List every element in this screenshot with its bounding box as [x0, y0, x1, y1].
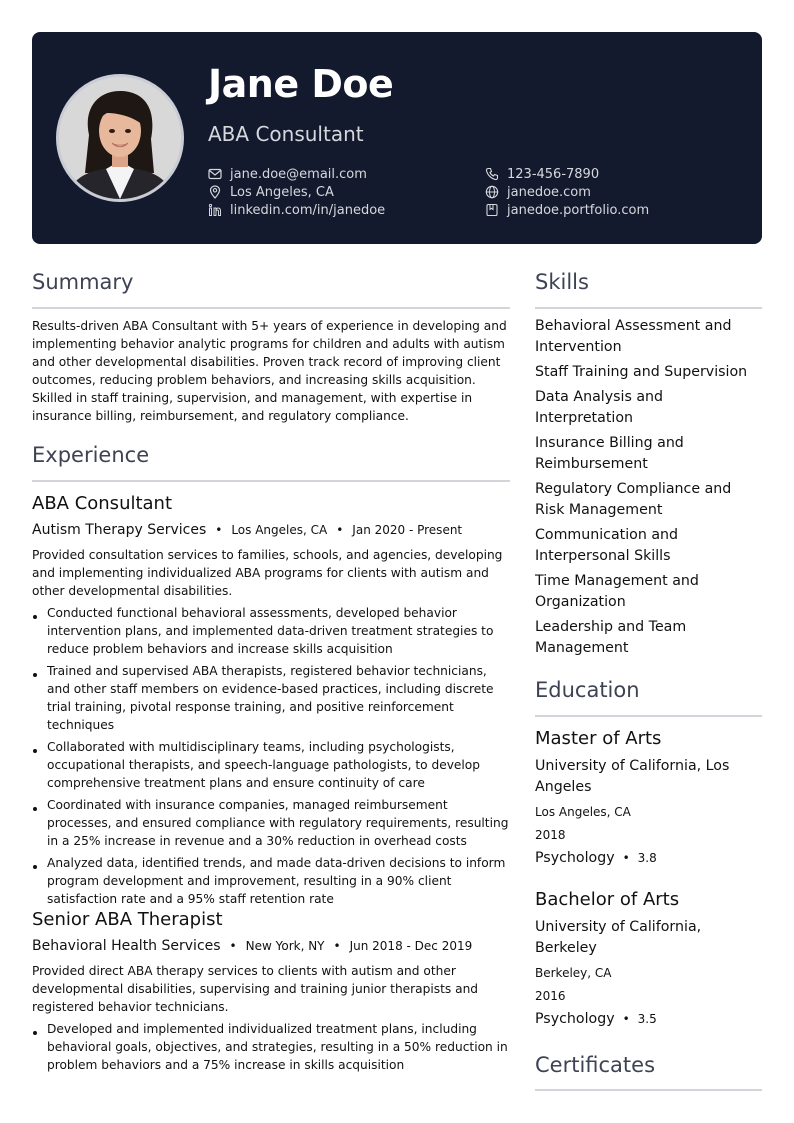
job-location: New York, NY [245, 939, 325, 953]
job-title: Senior ABA Therapist [32, 909, 223, 930]
contact-linkedin-text: linkedin.com/in/janedoe [230, 202, 386, 218]
certificates-divider [535, 1089, 762, 1091]
avatar [56, 74, 184, 202]
phone-icon [485, 167, 499, 181]
skill-item: Data Analysis and Interpretation [535, 389, 664, 426]
job-bullet: Collaborated with multidisciplinary teams, including psychologists, occupational therapists, and speech-language pathologists, to develop comprehensive treatment plans and ensure continuity of care [32, 738, 512, 792]
experience-heading: Experience [32, 443, 150, 467]
education-major: Psychology [535, 1011, 615, 1027]
skill-item: Time Management and Organization [535, 573, 699, 610]
separator-dot: • [333, 939, 341, 953]
portfolio-icon [485, 203, 499, 217]
job-meta [32, 522, 462, 538]
candidate-title: ABA Consultant [208, 122, 364, 146]
education-field [535, 850, 657, 866]
contact-location-text: Los Angeles, CA [230, 184, 334, 200]
contact-email-text: jane.doe@email.com [230, 166, 367, 182]
job-meta [32, 938, 472, 954]
contact-email[interactable] [208, 165, 367, 183]
contact-location [208, 183, 334, 201]
education-gpa: 3.8 [637, 851, 657, 865]
skill-item: Behavioral Assessment and Intervention [535, 318, 732, 355]
summary-divider [32, 307, 510, 309]
education-year: 2018 [535, 828, 566, 842]
resume-header [32, 32, 762, 244]
separator-dot: • [622, 1012, 630, 1026]
job-description: Provided consultation services to families, schools, and agencies, developing and implementing individualized ABA programs for clients with autism and other developmental disabilities. [32, 548, 503, 598]
separator-dot: • [622, 851, 630, 865]
contact-phone[interactable] [485, 165, 599, 183]
education-school: University of California, Los Angeles [535, 758, 730, 795]
job-location: Los Angeles, CA [231, 523, 328, 537]
separator-dot: • [336, 523, 344, 537]
candidate-name: Jane Doe [208, 62, 394, 106]
job-bullet: Developed and implemented individualized treatment plans, including behavioral goals, objectives, and strategies, resulting in a 50% reduction in problem behaviors and a 75% increase in skills acquisition [32, 1020, 512, 1074]
certificates-heading: Certificates [535, 1053, 656, 1077]
experience-divider [32, 480, 510, 482]
skills-divider [535, 307, 762, 309]
contact-linkedin[interactable] [208, 201, 385, 219]
globe-icon [485, 185, 499, 199]
education-major: Psychology [535, 850, 615, 866]
skill-item: Leadership and Team Management [535, 619, 687, 656]
location-icon [208, 185, 222, 199]
education-field [535, 1011, 657, 1027]
job-dates: Jan 2020 - Present [352, 523, 463, 537]
job-bullet: Coordinated with insurance companies, managed reimbursement processes, and ensured compliance with regulatory requirements, resulting in a 25% increase in revenue and a 30% reduction in overhead costs [32, 796, 512, 850]
linkedin-icon [208, 203, 222, 217]
skills-heading: Skills [535, 270, 589, 294]
education-degree: Bachelor of Arts [535, 889, 680, 910]
contact-portfolio[interactable] [485, 201, 649, 219]
email-icon [208, 167, 222, 181]
skill-item: Insurance Billing and Reimbursement [535, 435, 684, 472]
job-dates: Jun 2018 - Dec 2019 [349, 939, 473, 953]
job-description: Provided direct ABA therapy services to clients with autism and other developmental disabilities, supervising and training junior therapists and registered behavior technicians. [32, 964, 479, 1014]
summary-heading: Summary [32, 270, 134, 294]
skill-item: Regulatory Compliance and Risk Management [535, 481, 732, 518]
skill-item: Communication and Interpersonal Skills [535, 527, 679, 564]
job-bullet: Trained and supervised ABA therapists, registered behavior technicians, and other staff members on evidence-based practices, including discrete trial training, pivotal response training, and positive reinforcement techniques [32, 662, 512, 734]
separator-dot: • [215, 523, 223, 537]
job-title: ABA Consultant [32, 493, 173, 514]
job-bullet: Analyzed data, identified trends, and made data-driven decisions to inform program development and improvement, resulting in a 90% client satisfaction rate and a 95% staff retention rate [32, 854, 512, 908]
education-school: University of California, Berkeley [535, 919, 702, 956]
education-year: 2016 [535, 989, 566, 1003]
summary-text: Results-driven ABA Consultant with 5+ years of experience in developing and implementing behavior analytic programs for children and adults with autism and other developmental disabilities. Proven track record of improving client outcomes, reducing problem behaviors, and increasing skills acquisition. Skilled in staff training, supervision, and management, with expertise in insurance billing, reimbursement, and regulatory compliance. [32, 319, 507, 423]
education-gpa: 3.5 [637, 1012, 657, 1026]
contact-phone-text: 123-456-7890 [507, 166, 600, 182]
contact-portfolio-text: janedoe.portfolio.com [507, 202, 650, 218]
skill-item: Staff Training and Supervision [535, 364, 748, 380]
education-heading: Education [535, 678, 640, 702]
job-company: Behavioral Health Services [32, 938, 221, 954]
profile-photo [59, 77, 181, 199]
education-degree: Master of Arts [535, 728, 662, 749]
skills-list [535, 316, 762, 663]
education-divider [535, 715, 762, 717]
separator-dot: • [229, 939, 237, 953]
contact-website[interactable] [485, 183, 591, 201]
job-bullet: Conducted functional behavioral assessments, developed behavior intervention plans, and implemented data-driven treatment strategies to reduce problem behaviors and increase skills acquisition [32, 604, 512, 658]
job-company: Autism Therapy Services [32, 522, 207, 538]
education-location: Berkeley, CA [535, 966, 612, 980]
education-location: Los Angeles, CA [535, 805, 631, 819]
job-bullets [32, 1020, 512, 1078]
job-bullets [32, 604, 512, 912]
contact-website-text: janedoe.com [507, 184, 591, 200]
